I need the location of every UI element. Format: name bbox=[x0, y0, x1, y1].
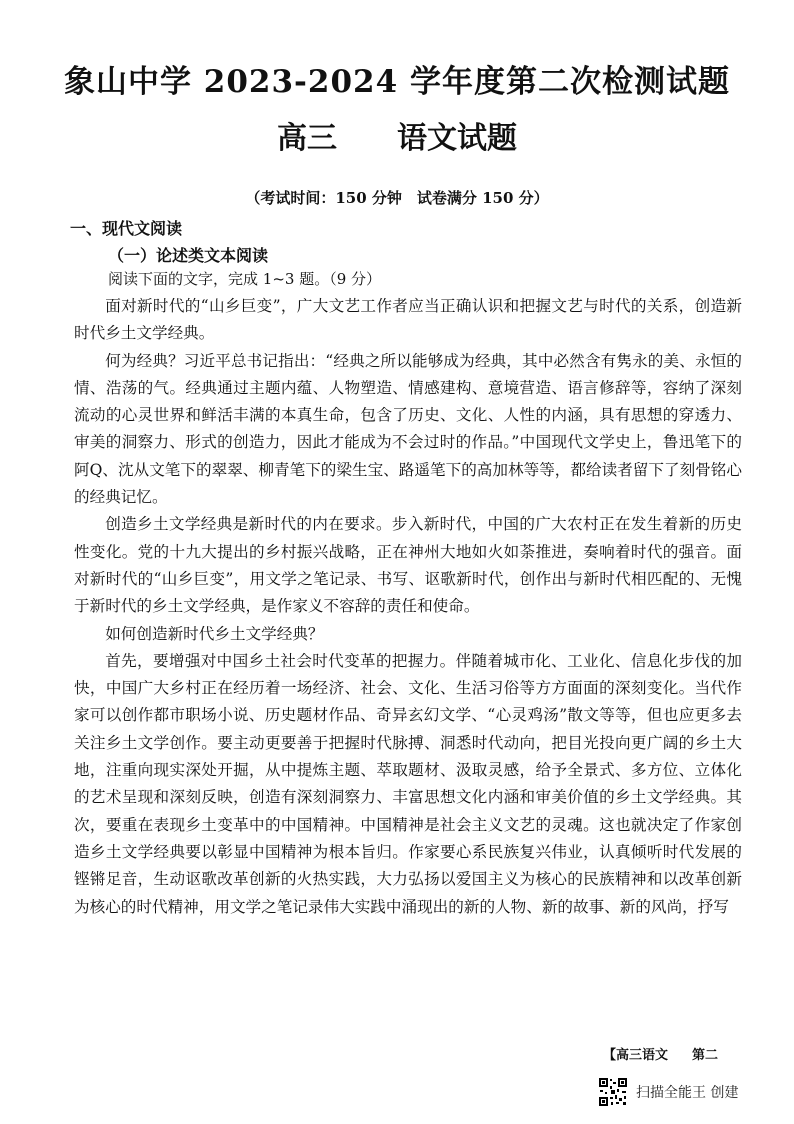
scanner-label: 扫描全能王 创建 bbox=[636, 1085, 739, 1101]
reading-passage bbox=[74, 293, 742, 921]
grade-label: 高三 bbox=[277, 121, 337, 156]
exam-subtitle bbox=[0, 113, 794, 157]
footer-label: 【高三语文 bbox=[603, 1048, 669, 1063]
exam-info: （考试时间：150 分钟 试卷满分 150 分） bbox=[245, 189, 549, 207]
footer-page: 第二 bbox=[692, 1048, 719, 1063]
paragraph: 创造乡土文学经典是新时代的内在要求。步入新时代，中国的广大农村正在发生着新的历史性变化。党的十九大提出的乡村振兴战略，正在神州大地如火如荼推进，奏响着时代的强音。面对新时代的“山乡巨变”，用文学之笔记录、书写、讴歌新时代，创作出与新时代相匹配的、无愧于新时代的乡土文学经典，是作家义不容辞的责任和使命。 bbox=[74, 515, 742, 616]
paragraph: 首先，要增强对中国乡土社会时代变革的把握力。伴随着城市化、工业化、信息化步伐的加快，中国广大乡村正在经历着一场经济、社会、文化、生活习俗等方方面面的深刻变化。当代作家可以创作都市职场小说、历史题材作品、奇异玄幻文学、“心灵鸡汤”散文等等，但也应更多去关注乡土文学创作。要主动更要善于把握时代脉搏、洞悉时代动向，把目光投向更广阔的乡土大地，注重向现实深处开掘，从中提炼主题、萃取题材、汲取灵感，给予全景式、多方位、立体化的艺术呈现和深刻反映，创造有深刻洞察力、丰富思想文化内涵和审美价值的乡土文学经典。其次，要重在表现乡土变革中的中国精神。中国精神是社会主义文艺的灵魂。这也就决定了作家创造乡土文学经典要以彰显中国精神为根本旨归。作家要心系民族复兴伟业，认真倾听时代发展的铿锵足音，生动讴歌改革创新的火热实践，大力弘扬以爱国主义为核心的民族精神和以改革创新为核心的时代精神，用文学之笔记录伟大实践中涌现出的新的人物、新的故事、新的风尚，抒写 bbox=[74, 651, 742, 916]
exam-title: 象山中学 2023-2024 学年度第二次检测试题 bbox=[63, 64, 730, 100]
reading-instruction: 阅读下面的文字，完成 1~3 题。（9 分） bbox=[108, 270, 382, 288]
subject-label: 语文试题 bbox=[397, 121, 517, 156]
section-heading: 一、现代文阅读 bbox=[70, 219, 183, 238]
scanner-watermark bbox=[598, 1075, 738, 1109]
page-footer bbox=[603, 1044, 718, 1063]
paragraph: 如何创造新时代乡土文学经典？ bbox=[105, 624, 324, 643]
paragraph: 面对新时代的“山乡巨变”，广大文艺工作者应当正确认识和把握文艺与时代的关系，创造新时代乡土文学经典。 bbox=[74, 297, 742, 343]
qr-code-icon bbox=[598, 1077, 628, 1107]
paragraph: 何为经典？习近平总书记指出：“经典之所以能够成为经典，其中必然含有隽永的美、永恒的情、浩荡的气。经典通过主题内蕴、人物塑造、情感建构、意境营造、语言修辞等，容纳了深刻流动的心灵世界和鲜活丰满的本真生命，包含了历史、文化、人性的内涵，具有思想的穿透力、审美的洞察力、形式的创造力，因此才能成为不会过时的作品。”中国现代文学史上，鲁迅笔下的阿Q、沈从文笔下的翠翠、柳青笔下的梁生宝、路遥笔下的高加林等等，都给读者留下了刻骨铭心的经典记忆。 bbox=[74, 351, 742, 507]
section-subheading: （一）论述类文本阅读 bbox=[108, 246, 269, 265]
